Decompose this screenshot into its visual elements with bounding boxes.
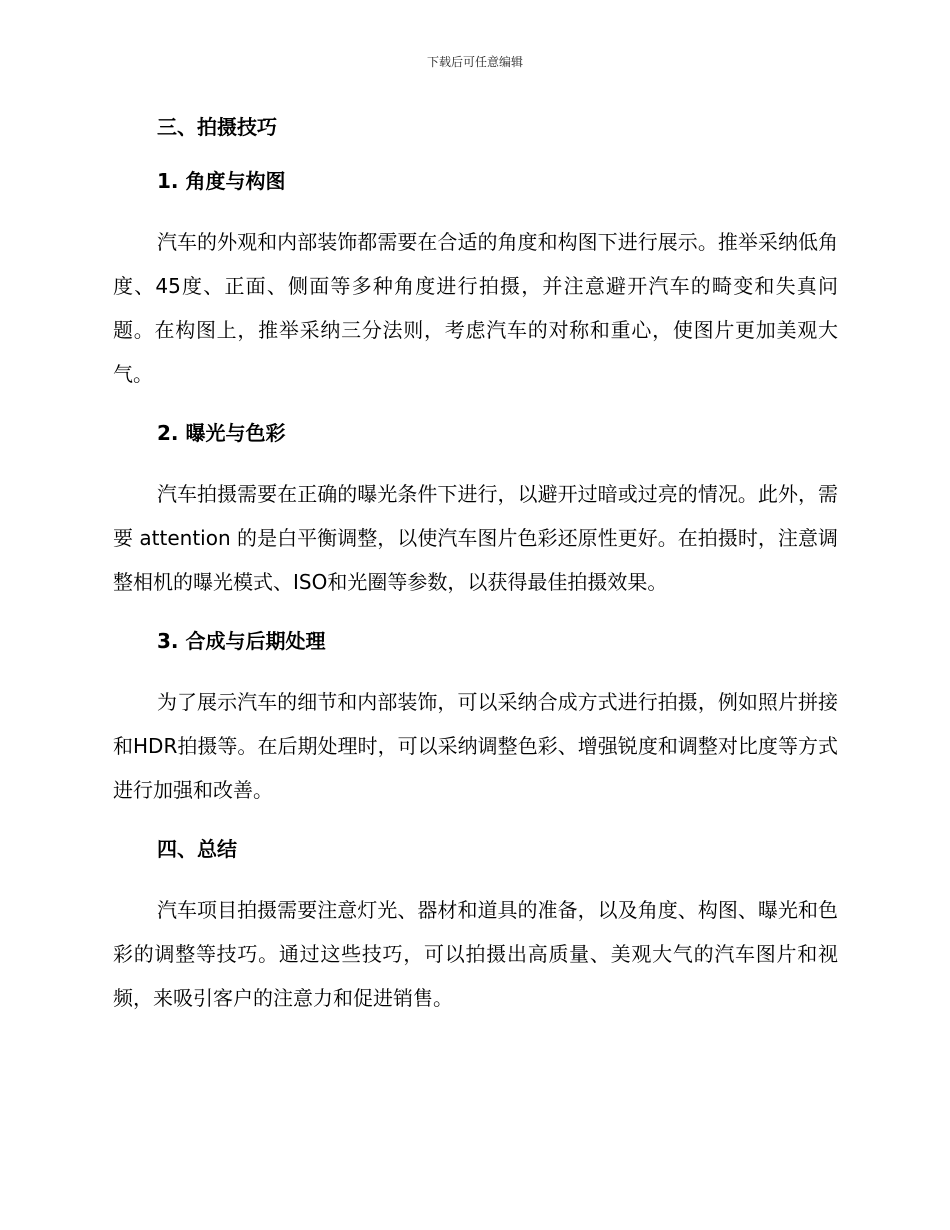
page-header-note: 下载后可任意编辑 xyxy=(426,55,523,69)
subheading-angle-composition: 1. 角度与构图 xyxy=(157,169,286,193)
paragraph-summary: 汽车项目拍摄需要注意灯光、器材和道具的准备，以及角度、构图、曝光和色彩的调整等技巧。通过这些技巧，可以拍摄出高质量、美观大气的汽车图片和视频，来吸引客户的注意力和促进销售。 xyxy=(113,898,838,1010)
subheading-exposure-color: 2. 曝光与色彩 xyxy=(157,421,286,445)
document-body xyxy=(113,112,838,1020)
paragraph-compositing-postprocessing: 为了展示汽车的细节和内部装饰，可以采纳合成方式进行拍摄，例如照片拼接和HDR拍摄等。在后期处理时，可以采纳调整色彩、增强锐度和调整对比度等方式进行加强和改善。 xyxy=(113,690,838,802)
paragraph-angle-composition: 汽车的外观和内部装饰都需要在合适的角度和构图下进行展示。推举采纳低角度、45度、正面、侧面等多种角度进行拍摄，并注意避开汽车的畸变和失真问题。在构图上，推举采纳三分法则，考虑汽车的对称和重心，使图片更加美观大气。 xyxy=(113,230,838,386)
paragraph-exposure-color: 汽车拍摄需要在正确的曝光条件下进行，以避开过暗或过亮的情况。此外，需要 attention 的是白平衡调整，以使汽车图片色彩还原性更好。在拍摄时，注意调整相机的曝光模式、ISO和光圈等参数，以获得最佳拍摄效果。 xyxy=(113,482,838,594)
subheading-compositing-postprocessing: 3. 合成与后期处理 xyxy=(157,629,326,653)
section-heading-summary: 四、总结 xyxy=(157,837,237,861)
section-heading-techniques: 三、拍摄技巧 xyxy=(157,115,277,139)
